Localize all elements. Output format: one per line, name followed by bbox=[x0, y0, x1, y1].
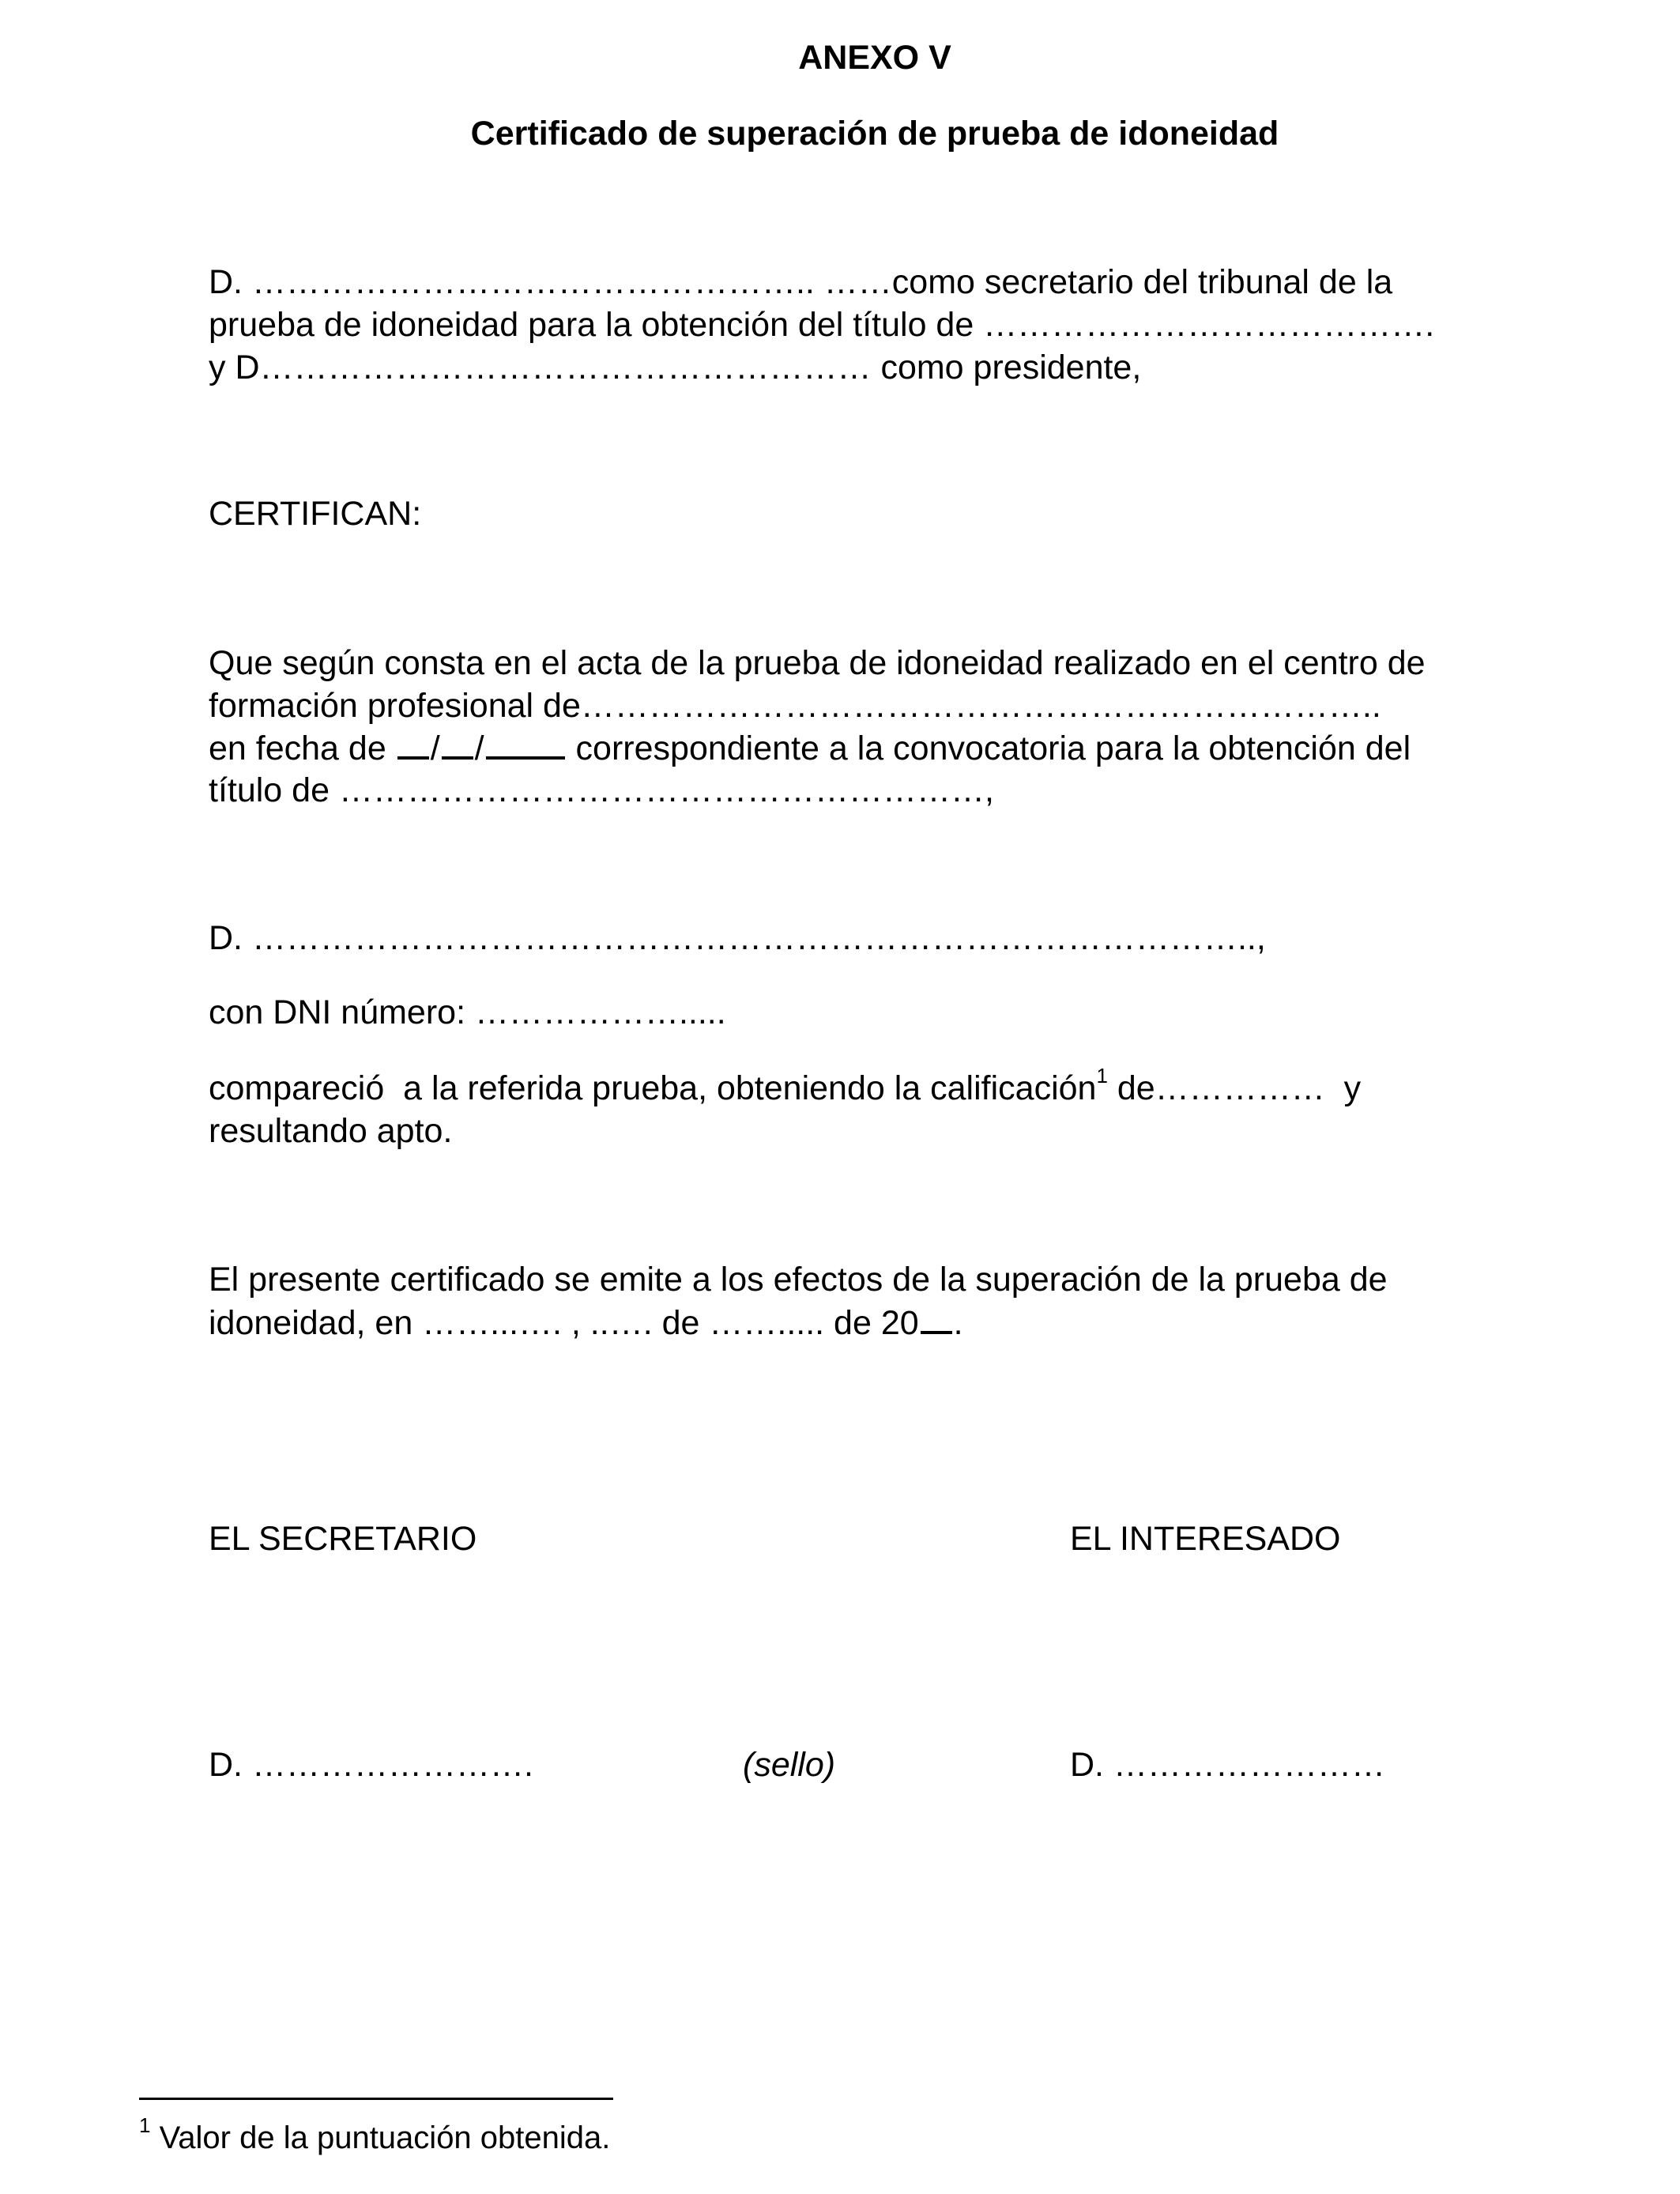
candidate-dni-line: con DNI número: ………………..... bbox=[209, 993, 726, 1031]
result-text: compareció a la referida prueba, obteniendo la calificación bbox=[209, 1069, 1097, 1107]
date-prefix: en fecha de bbox=[209, 729, 396, 767]
certify-label: CERTIFICAN: bbox=[209, 495, 422, 533]
result-grade: de…………… y bbox=[1107, 1069, 1362, 1107]
closing-period: . bbox=[953, 1304, 963, 1342]
candidate-result-line bbox=[209, 1063, 1362, 1110]
interested-signature: D. …………………… bbox=[1070, 1746, 1385, 1784]
footnote-text: Valor de la puntuación obtenida. bbox=[150, 2120, 611, 2155]
footnote-divider bbox=[139, 2098, 613, 2100]
date-separator: / bbox=[474, 729, 484, 767]
interested-label: EL INTERESADO bbox=[1070, 1520, 1341, 1558]
annex-heading: ANEXO V bbox=[798, 39, 951, 77]
body-line-2: formación profesional de…………………………………………………………….. bbox=[209, 687, 1381, 725]
closing-line-2 bbox=[209, 1301, 963, 1344]
secretary-signature: D. ……………………. bbox=[209, 1746, 533, 1784]
body-line-1: Que según consta en el acta de la prueba de idoneidad realizado en el centro de bbox=[209, 644, 1426, 682]
body-line-4: título de …………………………………………………, bbox=[209, 771, 994, 809]
footnote-reference: 1 bbox=[1096, 1063, 1108, 1088]
footnote-mark: 1 bbox=[139, 2113, 151, 2137]
date-separator: / bbox=[430, 729, 440, 767]
year-suffix-blank bbox=[921, 1301, 952, 1334]
footnote bbox=[139, 2113, 611, 2158]
year-blank bbox=[486, 726, 565, 760]
intro-line-1: D. ………………………………………….. ……como secretario del tribunal de la bbox=[209, 263, 1393, 301]
document-title: Certificado de superación de prueba de idoneidad bbox=[470, 115, 1279, 153]
seal-placeholder: (sello) bbox=[743, 1746, 836, 1784]
body-line-3 bbox=[209, 726, 1411, 770]
closing-line-1: El presente certificado se emite a los efectos de la superación de la prueba de bbox=[209, 1261, 1388, 1299]
candidate-name-line: D. …………………………………………………………………………….., bbox=[209, 919, 1266, 957]
closing-place-date: idoneidad, en ……...…. , ..…. de ……..... de 20 bbox=[209, 1304, 919, 1342]
day-blank bbox=[397, 726, 429, 760]
intro-line-2: prueba de idoneidad para la obtención del título de …………………………………. bbox=[209, 306, 1435, 344]
candidate-result-line-2: resultando apto. bbox=[209, 1112, 453, 1150]
intro-line-3: y D……………………………………………… como presidente, bbox=[209, 349, 1142, 386]
month-blank bbox=[442, 726, 473, 760]
secretary-label: EL SECRETARIO bbox=[209, 1520, 477, 1558]
date-suffix: correspondiente a la convocatoria para la obtención del bbox=[566, 729, 1411, 767]
